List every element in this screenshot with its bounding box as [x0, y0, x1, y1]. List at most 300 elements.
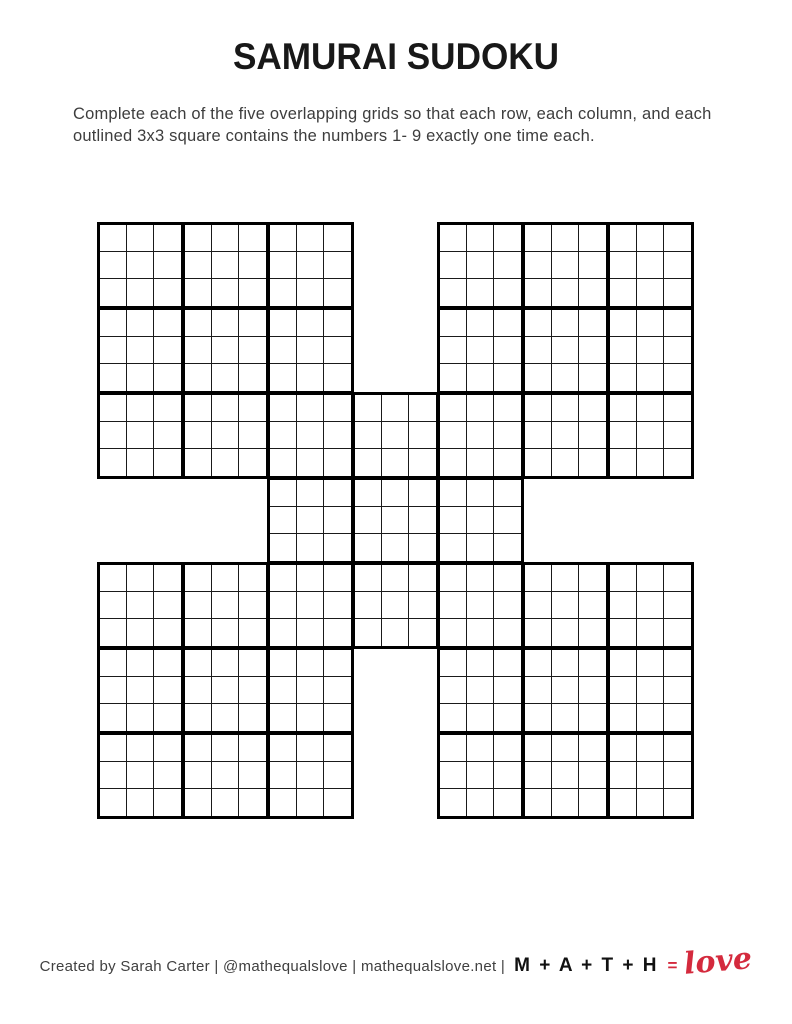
sudoku-cell[interactable]: [185, 449, 212, 476]
sudoku-cell[interactable]: [610, 310, 637, 337]
sudoku-cell[interactable]: [324, 310, 351, 337]
sudoku-cell[interactable]: [154, 252, 181, 279]
sudoku-cell[interactable]: [185, 677, 212, 704]
sudoku-cell[interactable]: [579, 592, 606, 619]
sudoku-cell[interactable]: [610, 592, 637, 619]
sudoku-cell[interactable]: [382, 592, 409, 619]
sudoku-cell[interactable]: [525, 565, 552, 592]
sudoku-cell[interactable]: [610, 422, 637, 449]
sudoku-cell[interactable]: [610, 252, 637, 279]
sudoku-cell[interactable]: [212, 592, 239, 619]
sudoku-cell[interactable]: [212, 449, 239, 476]
sudoku-cell[interactable]: [127, 449, 154, 476]
sudoku-cell[interactable]: [494, 650, 521, 677]
sudoku-cell[interactable]: [525, 789, 552, 816]
sudoku-cell[interactable]: [637, 225, 664, 252]
sudoku-cell[interactable]: [525, 252, 552, 279]
sudoku-cell[interactable]: [212, 337, 239, 364]
sudoku-cell[interactable]: [610, 650, 637, 677]
sudoku-cell[interactable]: [440, 225, 467, 252]
sudoku-cell[interactable]: [467, 395, 494, 422]
sudoku-cell[interactable]: [127, 619, 154, 646]
sudoku-cell[interactable]: [440, 279, 467, 306]
sudoku-cell[interactable]: [127, 735, 154, 762]
sudoku-cell[interactable]: [440, 650, 467, 677]
sudoku-cell[interactable]: [664, 279, 691, 306]
sudoku-cell[interactable]: [552, 225, 579, 252]
sudoku-cell[interactable]: [127, 310, 154, 337]
sudoku-cell[interactable]: [637, 279, 664, 306]
sudoku-cell[interactable]: [239, 592, 266, 619]
sudoku-cell[interactable]: [610, 735, 637, 762]
sudoku-cell[interactable]: [154, 650, 181, 677]
sudoku-cell[interactable]: [664, 364, 691, 391]
sudoku-cell[interactable]: [297, 364, 324, 391]
sudoku-cell[interactable]: [494, 704, 521, 731]
sudoku-cell[interactable]: [154, 735, 181, 762]
sudoku-cell[interactable]: [154, 619, 181, 646]
sudoku-cell[interactable]: [467, 310, 494, 337]
sudoku-cell[interactable]: [494, 507, 521, 534]
sudoku-cell[interactable]: [664, 422, 691, 449]
sudoku-cell[interactable]: [525, 704, 552, 731]
sudoku-cell[interactable]: [637, 704, 664, 731]
sudoku-cell[interactable]: [100, 252, 127, 279]
sudoku-cell[interactable]: [525, 619, 552, 646]
sudoku-cell[interactable]: [212, 422, 239, 449]
sudoku-cell[interactable]: [382, 422, 409, 449]
sudoku-cell[interactable]: [440, 310, 467, 337]
sudoku-cell[interactable]: [579, 762, 606, 789]
sudoku-cell[interactable]: [100, 395, 127, 422]
sudoku-cell[interactable]: [637, 252, 664, 279]
sudoku-cell[interactable]: [212, 619, 239, 646]
sudoku-cell[interactable]: [409, 592, 436, 619]
sudoku-cell[interactable]: [270, 364, 297, 391]
sudoku-cell[interactable]: [127, 565, 154, 592]
sudoku-cell[interactable]: [297, 762, 324, 789]
sudoku-cell[interactable]: [664, 762, 691, 789]
sudoku-cell[interactable]: [610, 337, 637, 364]
sudoku-cell[interactable]: [297, 619, 324, 646]
sudoku-cell[interactable]: [382, 480, 409, 507]
sudoku-cell[interactable]: [324, 395, 351, 422]
sudoku-cell[interactable]: [355, 619, 382, 646]
sudoku-cell[interactable]: [270, 279, 297, 306]
sudoku-cell[interactable]: [270, 735, 297, 762]
sudoku-cell[interactable]: [185, 337, 212, 364]
sudoku-cell[interactable]: [324, 592, 351, 619]
sudoku-cell[interactable]: [637, 762, 664, 789]
sudoku-cell[interactable]: [100, 592, 127, 619]
sudoku-cell[interactable]: [525, 395, 552, 422]
sudoku-cell[interactable]: [664, 449, 691, 476]
sudoku-cell[interactable]: [297, 252, 324, 279]
sudoku-cell[interactable]: [239, 677, 266, 704]
sudoku-cell[interactable]: [270, 225, 297, 252]
sudoku-cell[interactable]: [100, 449, 127, 476]
sudoku-cell[interactable]: [185, 650, 212, 677]
sudoku-cell[interactable]: [100, 619, 127, 646]
sudoku-cell[interactable]: [324, 422, 351, 449]
sudoku-cell[interactable]: [552, 677, 579, 704]
sudoku-cell[interactable]: [355, 449, 382, 476]
sudoku-cell[interactable]: [355, 592, 382, 619]
sudoku-cell[interactable]: [355, 480, 382, 507]
sudoku-cell[interactable]: [467, 507, 494, 534]
sudoku-cell[interactable]: [297, 449, 324, 476]
sudoku-cell[interactable]: [270, 422, 297, 449]
sudoku-cell[interactable]: [664, 337, 691, 364]
sudoku-cell[interactable]: [270, 449, 297, 476]
sudoku-cell[interactable]: [100, 337, 127, 364]
sudoku-cell[interactable]: [270, 395, 297, 422]
sudoku-cell[interactable]: [467, 677, 494, 704]
sudoku-cell[interactable]: [239, 735, 266, 762]
sudoku-cell[interactable]: [610, 789, 637, 816]
sudoku-cell[interactable]: [610, 704, 637, 731]
sudoku-cell[interactable]: [154, 337, 181, 364]
sudoku-cell[interactable]: [440, 677, 467, 704]
sudoku-cell[interactable]: [185, 619, 212, 646]
sudoku-cell[interactable]: [270, 252, 297, 279]
sudoku-cell[interactable]: [154, 395, 181, 422]
sudoku-cell[interactable]: [239, 364, 266, 391]
sudoku-cell[interactable]: [239, 704, 266, 731]
sudoku-cell[interactable]: [212, 279, 239, 306]
sudoku-cell[interactable]: [494, 310, 521, 337]
sudoku-cell[interactable]: [440, 592, 467, 619]
sudoku-cell[interactable]: [324, 565, 351, 592]
sudoku-cell[interactable]: [637, 735, 664, 762]
sudoku-cell[interactable]: [494, 677, 521, 704]
sudoku-cell[interactable]: [440, 735, 467, 762]
sudoku-cell[interactable]: [154, 422, 181, 449]
sudoku-cell[interactable]: [494, 279, 521, 306]
sudoku-cell[interactable]: [297, 677, 324, 704]
sudoku-cell[interactable]: [467, 592, 494, 619]
sudoku-cell[interactable]: [382, 449, 409, 476]
sudoku-cell[interactable]: [270, 565, 297, 592]
sudoku-cell[interactable]: [324, 252, 351, 279]
sudoku-cell[interactable]: [409, 395, 436, 422]
sudoku-cell[interactable]: [100, 650, 127, 677]
sudoku-cell[interactable]: [100, 789, 127, 816]
sudoku-cell[interactable]: [494, 789, 521, 816]
sudoku-cell[interactable]: [154, 704, 181, 731]
sudoku-cell[interactable]: [212, 225, 239, 252]
sudoku-cell[interactable]: [579, 650, 606, 677]
sudoku-cell[interactable]: [297, 534, 324, 561]
sudoku-cell[interactable]: [297, 650, 324, 677]
sudoku-cell[interactable]: [270, 789, 297, 816]
sudoku-cell[interactable]: [297, 704, 324, 731]
sudoku-cell[interactable]: [664, 225, 691, 252]
sudoku-cell[interactable]: [494, 592, 521, 619]
sudoku-cell[interactable]: [467, 480, 494, 507]
sudoku-cell[interactable]: [409, 480, 436, 507]
sudoku-cell[interactable]: [324, 507, 351, 534]
sudoku-cell[interactable]: [185, 704, 212, 731]
sudoku-cell[interactable]: [270, 592, 297, 619]
sudoku-cell[interactable]: [579, 225, 606, 252]
sudoku-cell[interactable]: [637, 789, 664, 816]
sudoku-cell[interactable]: [552, 395, 579, 422]
sudoku-cell[interactable]: [324, 534, 351, 561]
sudoku-cell[interactable]: [297, 337, 324, 364]
sudoku-cell[interactable]: [239, 449, 266, 476]
sudoku-cell[interactable]: [637, 592, 664, 619]
sudoku-cell[interactable]: [324, 480, 351, 507]
sudoku-cell[interactable]: [467, 619, 494, 646]
sudoku-cell[interactable]: [467, 422, 494, 449]
sudoku-cell[interactable]: [579, 565, 606, 592]
sudoku-cell[interactable]: [467, 789, 494, 816]
sudoku-cell[interactable]: [270, 310, 297, 337]
sudoku-cell[interactable]: [610, 565, 637, 592]
sudoku-cell[interactable]: [664, 619, 691, 646]
sudoku-cell[interactable]: [552, 310, 579, 337]
sudoku-cell[interactable]: [324, 677, 351, 704]
sudoku-cell[interactable]: [525, 225, 552, 252]
sudoku-cell[interactable]: [154, 789, 181, 816]
sudoku-cell[interactable]: [324, 704, 351, 731]
sudoku-cell[interactable]: [185, 789, 212, 816]
sudoku-cell[interactable]: [664, 789, 691, 816]
sudoku-cell[interactable]: [467, 279, 494, 306]
sudoku-cell[interactable]: [579, 252, 606, 279]
sudoku-cell[interactable]: [440, 252, 467, 279]
sudoku-cell[interactable]: [409, 422, 436, 449]
sudoku-cell[interactable]: [127, 337, 154, 364]
sudoku-cell[interactable]: [270, 507, 297, 534]
sudoku-cell[interactable]: [664, 592, 691, 619]
sudoku-cell[interactable]: [552, 650, 579, 677]
sudoku-cell[interactable]: [637, 565, 664, 592]
sudoku-cell[interactable]: [440, 789, 467, 816]
sudoku-cell[interactable]: [610, 364, 637, 391]
sudoku-cell[interactable]: [297, 279, 324, 306]
sudoku-cell[interactable]: [212, 735, 239, 762]
sudoku-cell[interactable]: [494, 480, 521, 507]
sudoku-cell[interactable]: [185, 364, 212, 391]
sudoku-cell[interactable]: [664, 310, 691, 337]
sudoku-cell[interactable]: [552, 704, 579, 731]
sudoku-cell[interactable]: [440, 704, 467, 731]
sudoku-cell[interactable]: [552, 252, 579, 279]
sudoku-cell[interactable]: [494, 422, 521, 449]
sudoku-cell[interactable]: [579, 789, 606, 816]
sudoku-cell[interactable]: [154, 310, 181, 337]
sudoku-cell[interactable]: [664, 735, 691, 762]
sudoku-cell[interactable]: [185, 395, 212, 422]
sudoku-cell[interactable]: [154, 762, 181, 789]
sudoku-cell[interactable]: [324, 225, 351, 252]
sudoku-cell[interactable]: [525, 735, 552, 762]
sudoku-cell[interactable]: [637, 449, 664, 476]
sudoku-cell[interactable]: [664, 565, 691, 592]
sudoku-cell[interactable]: [154, 592, 181, 619]
sudoku-cell[interactable]: [494, 364, 521, 391]
sudoku-cell[interactable]: [127, 395, 154, 422]
sudoku-cell[interactable]: [382, 395, 409, 422]
sudoku-cell[interactable]: [409, 619, 436, 646]
sudoku-cell[interactable]: [579, 735, 606, 762]
sudoku-cell[interactable]: [579, 677, 606, 704]
sudoku-cell[interactable]: [270, 619, 297, 646]
sudoku-cell[interactable]: [239, 252, 266, 279]
sudoku-cell[interactable]: [610, 279, 637, 306]
sudoku-cell[interactable]: [100, 422, 127, 449]
sudoku-cell[interactable]: [579, 337, 606, 364]
sudoku-cell[interactable]: [467, 225, 494, 252]
sudoku-cell[interactable]: [185, 310, 212, 337]
sudoku-cell[interactable]: [494, 449, 521, 476]
sudoku-cell[interactable]: [100, 704, 127, 731]
sudoku-cell[interactable]: [525, 762, 552, 789]
sudoku-cell[interactable]: [440, 619, 467, 646]
sudoku-cell[interactable]: [185, 762, 212, 789]
sudoku-cell[interactable]: [154, 565, 181, 592]
sudoku-cell[interactable]: [409, 565, 436, 592]
sudoku-cell[interactable]: [552, 565, 579, 592]
sudoku-cell[interactable]: [239, 619, 266, 646]
sudoku-cell[interactable]: [127, 592, 154, 619]
sudoku-cell[interactable]: [440, 337, 467, 364]
sudoku-cell[interactable]: [467, 704, 494, 731]
sudoku-cell[interactable]: [494, 337, 521, 364]
sudoku-cell[interactable]: [324, 650, 351, 677]
sudoku-cell[interactable]: [127, 650, 154, 677]
sudoku-cell[interactable]: [552, 337, 579, 364]
sudoku-cell[interactable]: [239, 337, 266, 364]
sudoku-cell[interactable]: [212, 395, 239, 422]
sudoku-cell[interactable]: [212, 650, 239, 677]
sudoku-cell[interactable]: [212, 704, 239, 731]
sudoku-cell[interactable]: [100, 279, 127, 306]
sudoku-cell[interactable]: [552, 449, 579, 476]
sudoku-cell[interactable]: [239, 279, 266, 306]
sudoku-cell[interactable]: [185, 422, 212, 449]
sudoku-cell[interactable]: [440, 762, 467, 789]
sudoku-cell[interactable]: [297, 225, 324, 252]
sudoku-cell[interactable]: [579, 449, 606, 476]
sudoku-cell[interactable]: [127, 422, 154, 449]
sudoku-cell[interactable]: [324, 789, 351, 816]
sudoku-cell[interactable]: [579, 364, 606, 391]
sudoku-cell[interactable]: [100, 565, 127, 592]
sudoku-cell[interactable]: [100, 735, 127, 762]
sudoku-cell[interactable]: [127, 252, 154, 279]
sudoku-cell[interactable]: [664, 677, 691, 704]
sudoku-cell[interactable]: [637, 650, 664, 677]
sudoku-cell[interactable]: [467, 364, 494, 391]
sudoku-cell[interactable]: [440, 364, 467, 391]
sudoku-cell[interactable]: [664, 704, 691, 731]
sudoku-cell[interactable]: [154, 225, 181, 252]
sudoku-cell[interactable]: [440, 507, 467, 534]
sudoku-cell[interactable]: [297, 592, 324, 619]
sudoku-cell[interactable]: [324, 364, 351, 391]
sudoku-cell[interactable]: [270, 534, 297, 561]
sudoku-cell[interactable]: [212, 252, 239, 279]
sudoku-cell[interactable]: [382, 565, 409, 592]
sudoku-cell[interactable]: [100, 364, 127, 391]
sudoku-cell[interactable]: [579, 310, 606, 337]
sudoku-cell[interactable]: [467, 762, 494, 789]
sudoku-cell[interactable]: [637, 310, 664, 337]
sudoku-cell[interactable]: [525, 677, 552, 704]
sudoku-cell[interactable]: [525, 364, 552, 391]
sudoku-cell[interactable]: [637, 422, 664, 449]
sudoku-cell[interactable]: [467, 337, 494, 364]
sudoku-cell[interactable]: [127, 225, 154, 252]
sudoku-cell[interactable]: [579, 422, 606, 449]
sudoku-cell[interactable]: [100, 677, 127, 704]
sudoku-cell[interactable]: [525, 650, 552, 677]
sudoku-cell[interactable]: [154, 677, 181, 704]
sudoku-cell[interactable]: [467, 565, 494, 592]
sudoku-cell[interactable]: [127, 789, 154, 816]
sudoku-cell[interactable]: [127, 762, 154, 789]
sudoku-cell[interactable]: [239, 422, 266, 449]
sudoku-cell[interactable]: [239, 395, 266, 422]
sudoku-cell[interactable]: [154, 279, 181, 306]
sudoku-cell[interactable]: [552, 789, 579, 816]
sudoku-cell[interactable]: [637, 395, 664, 422]
sudoku-cell[interactable]: [525, 422, 552, 449]
sudoku-cell[interactable]: [494, 735, 521, 762]
sudoku-cell[interactable]: [610, 762, 637, 789]
sudoku-cell[interactable]: [467, 650, 494, 677]
sudoku-cell[interactable]: [610, 225, 637, 252]
sudoku-cell[interactable]: [324, 619, 351, 646]
sudoku-cell[interactable]: [610, 395, 637, 422]
sudoku-cell[interactable]: [494, 619, 521, 646]
sudoku-cell[interactable]: [355, 507, 382, 534]
sudoku-cell[interactable]: [494, 252, 521, 279]
sudoku-cell[interactable]: [467, 735, 494, 762]
sudoku-cell[interactable]: [324, 279, 351, 306]
sudoku-cell[interactable]: [552, 592, 579, 619]
sudoku-cell[interactable]: [297, 507, 324, 534]
sudoku-cell[interactable]: [579, 279, 606, 306]
sudoku-cell[interactable]: [440, 449, 467, 476]
sudoku-cell[interactable]: [579, 619, 606, 646]
sudoku-cell[interactable]: [552, 364, 579, 391]
sudoku-cell[interactable]: [239, 762, 266, 789]
sudoku-cell[interactable]: [185, 252, 212, 279]
sudoku-cell[interactable]: [552, 735, 579, 762]
sudoku-cell[interactable]: [355, 395, 382, 422]
sudoku-cell[interactable]: [212, 789, 239, 816]
sudoku-cell[interactable]: [494, 762, 521, 789]
sudoku-cell[interactable]: [610, 677, 637, 704]
sudoku-cell[interactable]: [239, 789, 266, 816]
sudoku-cell[interactable]: [270, 677, 297, 704]
sudoku-cell[interactable]: [664, 395, 691, 422]
sudoku-cell[interactable]: [382, 507, 409, 534]
sudoku-cell[interactable]: [579, 704, 606, 731]
sudoku-cell[interactable]: [409, 534, 436, 561]
sudoku-cell[interactable]: [637, 677, 664, 704]
sudoku-cell[interactable]: [212, 364, 239, 391]
sudoku-cell[interactable]: [297, 422, 324, 449]
sudoku-cell[interactable]: [270, 480, 297, 507]
sudoku-cell[interactable]: [297, 395, 324, 422]
sudoku-cell[interactable]: [440, 422, 467, 449]
sudoku-cell[interactable]: [409, 507, 436, 534]
